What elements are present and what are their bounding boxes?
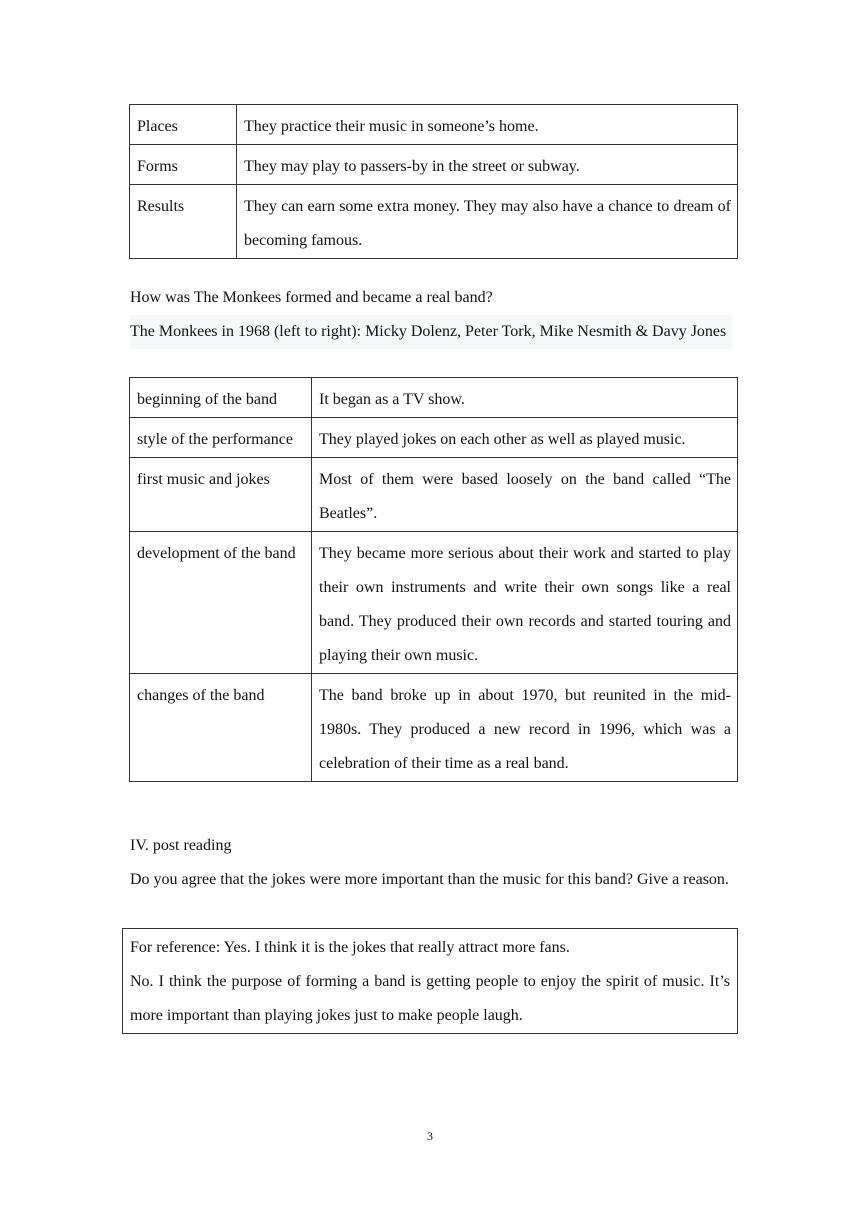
row-label: changes of the band (130, 674, 312, 782)
reference-line-yes: For reference: Yes. I think it is the jokes that really attract more fans. (130, 939, 570, 956)
photo-caption: The Monkees in 1968 (left to right): Micky Dolenz, Peter Tork, Mike Nesmith & Davy Jones (130, 315, 732, 349)
question-monkees: How was The Monkees formed and became a real band? (130, 289, 493, 306)
row-label: style of the performance (130, 418, 312, 458)
page-number: 3 (427, 1129, 433, 1143)
table-row (130, 458, 738, 532)
reference-line-no: No. I think the purpose of forming a band is getting people to enjoy the spirit of music. It’s more important than playing jokes just to make people laugh. (130, 973, 730, 1024)
row-label: Results (130, 185, 237, 259)
table-row (130, 145, 738, 185)
monkees-table (129, 377, 738, 782)
row-text: They may play to passers-by in the street or subway. (237, 145, 738, 185)
table-row (130, 185, 738, 259)
section-heading: IV. post reading (130, 837, 232, 854)
features-table (129, 104, 738, 259)
row-text: It began as a TV show. (312, 378, 738, 418)
table-row (130, 105, 738, 145)
row-label: Places (130, 105, 237, 145)
table-row (130, 674, 738, 782)
row-label: first music and jokes (130, 458, 312, 532)
reference-answer-box (122, 928, 738, 1034)
row-label: Forms (130, 145, 237, 185)
row-text: They played jokes on each other as well as played music. (312, 418, 738, 458)
row-text: Most of them were based loosely on the band called “The Beatles”. (312, 458, 738, 532)
table-row (130, 532, 738, 674)
table-row (130, 378, 738, 418)
row-text: They can earn some extra money. They may also have a chance to dream of becoming famous. (237, 185, 738, 259)
row-label: development of the band (130, 532, 312, 674)
row-text: The band broke up in about 1970, but reunited in the mid-1980s. They produced a new record in 1996, which was a celebration of their time as a real band. (312, 674, 738, 782)
row-text: They practice their music in someone’s home. (237, 105, 738, 145)
row-label: beginning of the band (130, 378, 312, 418)
question-jokes: Do you agree that the jokes were more important than the music for this band? Give a reason. (130, 871, 729, 888)
row-text: They became more serious about their work and started to play their own instruments and write their own songs like a real band. They produced their own records and started touring and playing their own music. (312, 532, 738, 674)
table-row (130, 418, 738, 458)
